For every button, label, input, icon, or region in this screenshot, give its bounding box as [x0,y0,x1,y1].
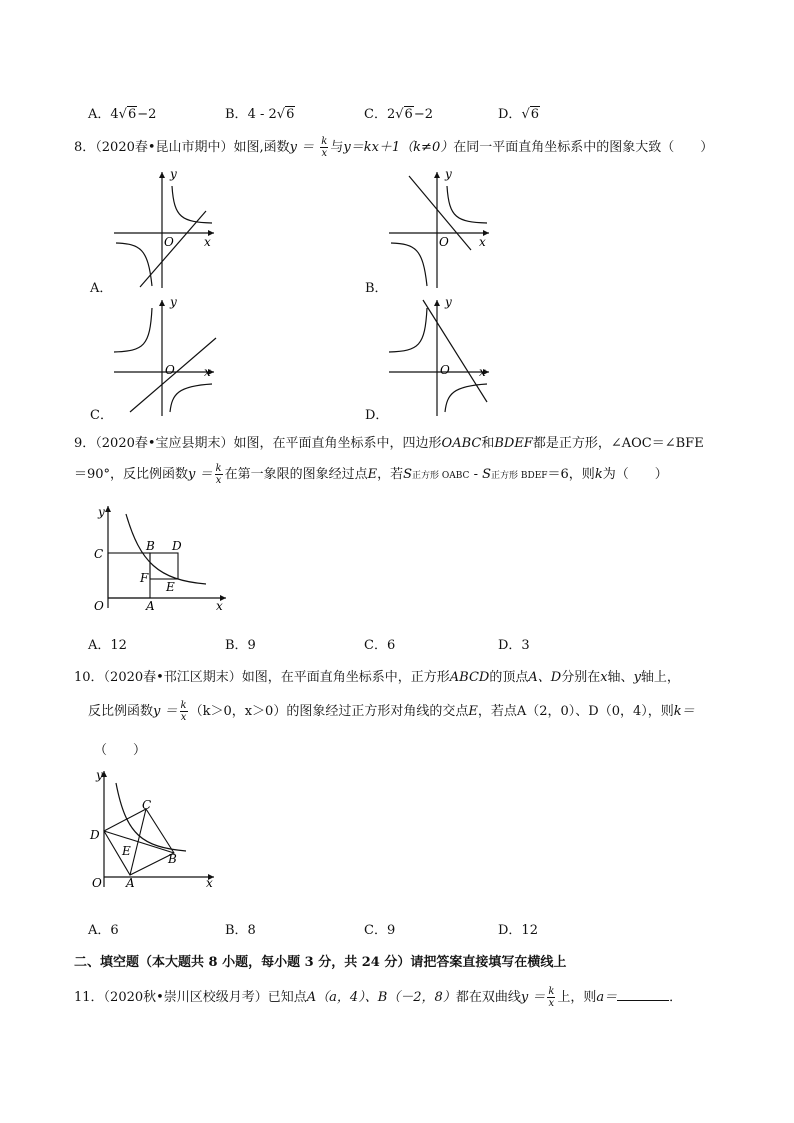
q11-stem: 11．（2020秋•崇川区校级月考）已知点A（a，4）、B（－2，8）都在双曲线y ＝ $\frac{k}{x}$ 上，则a＝ ． [74,986,683,1009]
q8-graph-c [110,294,220,420]
q8-c-x-label: x [204,365,211,379]
q9-option-b: B．9 [225,638,256,653]
q10-fig-E: E [122,844,131,858]
q10-option-b: B．8 [225,923,256,938]
q8-graph-a [110,166,220,292]
q9-stem-line2: ＝90°，反比例函数y ＝ $\frac{k}{x}$ 在第一象限的图象经过点E，若S正方形 OABC - S正方形 BDEF＝6，则k为（ ） [74,463,668,486]
q10-fig-C: C [142,798,152,812]
q9-option-c: C．6 [364,638,396,653]
q10-fig-y: y [96,768,103,782]
q9-fig-C: C [94,547,104,561]
q9-fig-E: E [166,580,175,594]
q8-d-x-label: x [479,365,486,379]
q11-answer-blank[interactable] [617,988,669,1001]
q7-option-d: D．√6 [498,107,540,122]
q10-option-c: C．9 [364,923,396,938]
q9-fig-A: A [146,599,155,613]
q8-option-c: C． [90,408,113,423]
q9-fig-O: O [94,599,104,613]
q7-option-c: C．2√6−2 [364,107,433,122]
section-2-heading: 二、填空题（本大题共 8 小题，每小题 3 分，共 24 分）请把答案直接填写在横线上 [74,955,567,970]
q10-fig-D: D [90,828,100,842]
q9-stem-line1: 9．（2020春•宝应县期末）如图，在平面直角坐标系中，四边形OABC和BDEF都是正方形，∠AOC＝∠BFE [74,436,704,451]
q8-c-origin: O [165,363,175,377]
q10-fig-x: x [206,876,213,890]
q8-graph-d [385,294,495,420]
q10-stem-line2: 反比例函数y ＝ $\frac{k}{x}$ （k＞0，x＞0）的图象经过正方形对角线的交点E，若点A（2，0）、D（0，4），则k＝ [88,700,695,723]
q8-option-d: D． [365,408,389,423]
q10-stem-line3: （ ） [94,743,147,758]
q8-b-y-label: y [445,167,452,181]
q9-fig-D: D [172,539,182,553]
q10-fig-A: A [126,876,135,890]
q8-b-x-label: x [479,235,486,249]
q7-option-b: B．4 - 2√6 [225,107,295,122]
q9-option-a: A．12 [88,638,127,653]
q10-figure [86,765,226,895]
q9-fig-B: B [146,539,155,553]
q9-figure [88,500,238,618]
q10-option-d: D．12 [498,923,538,938]
q8-a-origin: O [164,235,174,249]
q10-option-a: A．6 [88,923,119,938]
q8-a-y-label: y [170,167,177,181]
q8-a-x-label: x [204,235,211,249]
q10-fig-B: B [168,852,177,866]
q8-option-b: B． [365,281,388,296]
q8-d-y-label: y [445,295,452,309]
q10-stem-line1: 10．（2020春•邗江区期末）如图，在平面直角坐标系中，正方形ABCD的顶点A、D分别在x轴、y轴上， [74,670,680,685]
q8-d-origin: O [440,363,450,377]
q8-stem: 8．（2020春•昆山市期中）如图,函数y ＝ $\frac{k}{x}$ 与y＝kx＋1（k≠0）在同一平面直角坐标系中的图象大致（ ） [74,136,714,159]
q8-b-origin: O [439,235,449,249]
q9-fig-F: F [140,571,149,585]
q8-option-a: A． [90,281,113,296]
q9-option-d: D．3 [498,638,530,653]
q8-graph-b [385,166,495,292]
q10-fig-O: O [92,876,102,890]
q8-c-y-label: y [170,295,177,309]
q9-fig-y: y [98,505,105,519]
q7-option-a: A．4√6−2 [88,107,157,122]
q9-fig-x: x [216,599,223,613]
